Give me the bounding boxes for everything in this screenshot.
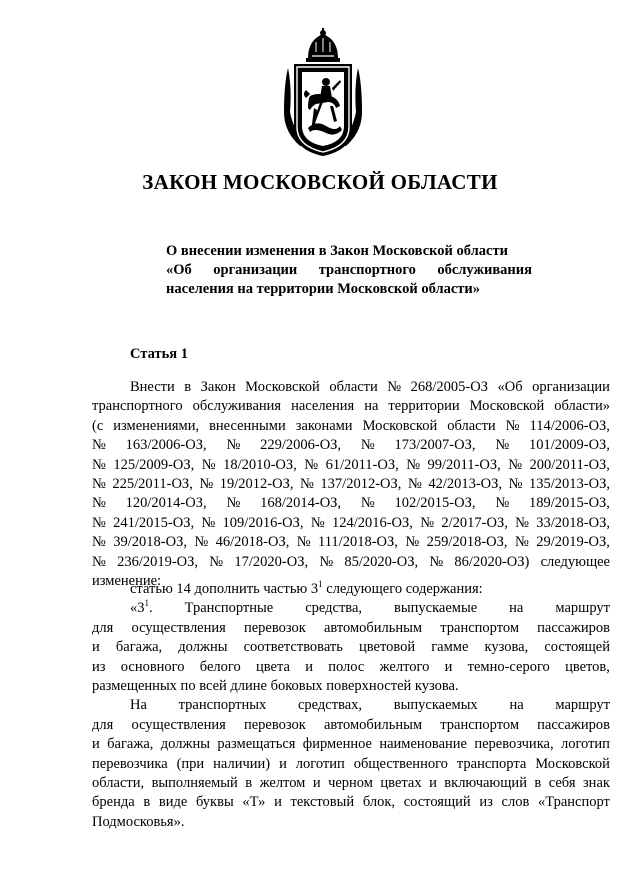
word: обслуживания bbox=[192, 398, 282, 415]
word: фирменное bbox=[302, 736, 372, 753]
amendment-text-post: следующего содержания: bbox=[322, 581, 483, 597]
word: наименование bbox=[379, 736, 467, 753]
word: перевозчика bbox=[92, 755, 168, 772]
crown-icon bbox=[306, 28, 340, 62]
word: «Транспорт bbox=[538, 794, 610, 811]
word: перевозчика, bbox=[474, 736, 554, 753]
word: транспортного bbox=[92, 398, 183, 415]
word: бренда bbox=[92, 794, 135, 811]
word: 42/2013-ОЗ, bbox=[428, 476, 503, 493]
word: в bbox=[184, 379, 192, 395]
word: выполняемый bbox=[151, 775, 238, 792]
word: осуществления bbox=[131, 716, 226, 733]
word: На bbox=[130, 697, 147, 714]
word: обслуживания bbox=[437, 262, 532, 278]
word: на bbox=[509, 600, 524, 617]
intro-line bbox=[92, 417, 610, 436]
word: пассажиров bbox=[537, 716, 610, 733]
intro-line bbox=[92, 456, 610, 475]
word: цвета bbox=[256, 658, 290, 675]
word: 99/2011-ОЗ, bbox=[427, 456, 501, 473]
word: в bbox=[143, 794, 151, 811]
word: № bbox=[505, 417, 520, 434]
word: из bbox=[479, 794, 493, 811]
word: размещаться bbox=[217, 736, 296, 753]
word: 189/2015-ОЗ, bbox=[528, 495, 610, 512]
word: багажа, bbox=[107, 736, 154, 753]
word: «$3^1$. bbox=[130, 598, 153, 617]
word: состоящий bbox=[403, 794, 471, 811]
p1-line bbox=[92, 638, 610, 657]
word: № bbox=[515, 514, 529, 531]
word: пассажиров bbox=[537, 619, 610, 636]
word: 124/2016-ОЗ, bbox=[331, 514, 413, 531]
word: наличии) bbox=[213, 755, 271, 772]
word: осуществления bbox=[131, 619, 226, 636]
subject-line bbox=[166, 261, 532, 280]
word: из bbox=[92, 658, 106, 675]
word: Закон bbox=[200, 379, 236, 395]
word: законами bbox=[295, 417, 353, 434]
word: № bbox=[92, 476, 106, 493]
word: маршрут bbox=[555, 697, 610, 714]
word: 163/2006-ОЗ, bbox=[125, 437, 207, 454]
word: цветах bbox=[380, 775, 422, 792]
word: № bbox=[92, 456, 106, 473]
word: 200/2011-ОЗ, bbox=[529, 456, 610, 473]
word: области» bbox=[554, 398, 610, 415]
word: № bbox=[495, 495, 510, 512]
paragraph-first-line bbox=[92, 599, 610, 618]
word: 111/2018-ОЗ, bbox=[318, 534, 398, 551]
word: 61/2011-ОЗ, bbox=[325, 456, 399, 473]
word: 18/2010-ОЗ, bbox=[223, 456, 297, 473]
word: 33/2018-ОЗ, bbox=[536, 514, 610, 531]
word: буквы bbox=[195, 794, 234, 811]
word: логотип bbox=[560, 736, 610, 753]
word: 225/2011-ОЗ, bbox=[112, 476, 193, 493]
law-subject bbox=[166, 242, 532, 299]
word: 85/2020-ОЗ, bbox=[344, 553, 419, 570]
word: (при bbox=[176, 755, 205, 772]
article-heading: Статья 1 bbox=[130, 346, 188, 362]
word: изменениями, bbox=[113, 417, 200, 434]
word: автомобильным bbox=[323, 716, 423, 733]
amendment-text bbox=[92, 580, 610, 832]
word: № bbox=[92, 495, 106, 512]
word: в bbox=[245, 775, 253, 792]
intro-line bbox=[92, 475, 610, 494]
word: № bbox=[360, 495, 375, 512]
word: для bbox=[92, 716, 114, 733]
word: № bbox=[296, 534, 311, 551]
word: 168/2014-ОЗ, bbox=[260, 495, 342, 512]
p2-line bbox=[92, 716, 610, 735]
word: «Т» bbox=[242, 794, 266, 811]
superscript: 1 bbox=[144, 598, 149, 609]
word: 135/2013-ОЗ, bbox=[528, 476, 610, 493]
p2-line bbox=[92, 774, 610, 793]
word: и bbox=[312, 775, 321, 792]
word: транспортного bbox=[318, 262, 416, 278]
intro-line bbox=[92, 378, 610, 397]
word: полос bbox=[328, 658, 365, 675]
word: знак bbox=[582, 775, 610, 792]
word: Московской bbox=[469, 398, 545, 415]
word: населения bbox=[291, 398, 355, 415]
word: желтого bbox=[379, 658, 430, 675]
intro-line bbox=[92, 533, 610, 552]
word: на bbox=[364, 398, 379, 415]
word: «Об bbox=[166, 262, 192, 278]
amendment-text-pre: статью 14 дополнить частью 3 bbox=[130, 581, 319, 597]
word: Московской bbox=[245, 379, 320, 395]
word: соответствовать bbox=[243, 639, 343, 656]
word: 259/2018-ОЗ, bbox=[426, 534, 508, 551]
word: включающий bbox=[444, 775, 527, 792]
word: 137/2012-ОЗ, bbox=[320, 476, 402, 493]
word: № bbox=[495, 437, 510, 454]
superscript: 1 bbox=[318, 579, 323, 590]
word: № bbox=[92, 534, 106, 551]
word: 2/2017-ОЗ, bbox=[441, 514, 508, 531]
p1-line: размещенных по всей длине боковых поверхностей кузова. bbox=[92, 678, 459, 695]
word: «Об bbox=[497, 379, 523, 395]
word: организации bbox=[213, 262, 298, 278]
word: логотип bbox=[295, 755, 345, 772]
word: 268/2005-ОЗ bbox=[410, 379, 488, 395]
word: организации bbox=[532, 379, 610, 395]
word: перевозок bbox=[243, 716, 306, 733]
word: 86/2020-ОЗ) bbox=[454, 553, 530, 570]
word: 29/2019-ОЗ, bbox=[536, 534, 610, 551]
word: черном bbox=[328, 775, 373, 792]
word: текстовый bbox=[290, 794, 355, 811]
word: следующее bbox=[540, 553, 610, 570]
word: маршрут bbox=[555, 600, 610, 617]
word: 39/2018-ОЗ, bbox=[113, 534, 187, 551]
word: средствах, bbox=[297, 697, 363, 714]
word: и bbox=[92, 736, 100, 753]
word: 173/2007-ОЗ, bbox=[394, 437, 476, 454]
word: № bbox=[92, 437, 106, 454]
word: багажа, bbox=[115, 639, 163, 656]
word: (с bbox=[92, 417, 104, 434]
word: и bbox=[444, 658, 453, 675]
word: № bbox=[508, 456, 523, 473]
word: Московской bbox=[362, 417, 438, 434]
word: 17/2020-ОЗ, bbox=[234, 553, 309, 570]
word: себя bbox=[548, 775, 576, 792]
word: области bbox=[447, 417, 496, 434]
word: кузова, bbox=[484, 639, 529, 656]
word: транспортных bbox=[178, 697, 267, 714]
word: № bbox=[304, 456, 319, 473]
word: слов bbox=[501, 794, 530, 811]
word: 114/2006-ОЗ, bbox=[529, 417, 610, 434]
word: № bbox=[420, 514, 435, 531]
word: автомобильным bbox=[323, 619, 423, 636]
word: выпускаемые bbox=[394, 600, 478, 617]
p1-first-line bbox=[130, 599, 610, 618]
word: № bbox=[226, 437, 241, 454]
word: 125/2009-ОЗ, bbox=[113, 456, 195, 473]
word: № bbox=[199, 476, 214, 493]
word: 46/2018-ОЗ, bbox=[215, 534, 290, 551]
word: № bbox=[406, 456, 421, 473]
word: и bbox=[305, 658, 313, 675]
word: 101/2009-ОЗ, bbox=[528, 437, 610, 454]
word: транспортом bbox=[440, 716, 520, 733]
p1-line bbox=[92, 658, 610, 677]
word: № bbox=[310, 514, 325, 531]
word: № bbox=[514, 534, 529, 551]
word: основного bbox=[120, 658, 185, 675]
word: выпускаемых bbox=[393, 697, 478, 714]
word: блок, bbox=[362, 794, 396, 811]
word: № bbox=[92, 553, 106, 570]
word: виде bbox=[158, 794, 188, 811]
subject-line: населения на территории Московской области» bbox=[166, 281, 481, 297]
word: № bbox=[300, 476, 314, 493]
word: цветовой bbox=[358, 639, 416, 656]
word: перевозок bbox=[243, 619, 306, 636]
word: желтом bbox=[259, 775, 306, 792]
word: № bbox=[92, 514, 106, 531]
word: № bbox=[360, 437, 375, 454]
subject-line: О внесении изменения в Закон Московской области bbox=[166, 243, 508, 259]
word: Транспортные bbox=[184, 600, 274, 617]
word: № bbox=[201, 456, 216, 473]
word: должны bbox=[160, 736, 210, 753]
word: 241/2015-ОЗ, bbox=[113, 514, 195, 531]
word: цветов, bbox=[565, 658, 610, 675]
word: № bbox=[429, 553, 444, 570]
word: должны bbox=[178, 639, 228, 656]
word: № bbox=[405, 534, 420, 551]
word: и bbox=[274, 794, 282, 811]
p2-line: Подмосковья». bbox=[92, 813, 185, 830]
word: общественного bbox=[353, 755, 448, 772]
law-title: ЗАКОН МОСКОВСКОЙ ОБЛАСТИ bbox=[142, 170, 498, 194]
word: № bbox=[209, 553, 224, 570]
article-intro bbox=[92, 378, 610, 591]
word: темно-серого bbox=[467, 658, 550, 675]
intro-line bbox=[92, 436, 610, 455]
intro-line bbox=[92, 553, 610, 572]
word: № bbox=[407, 476, 422, 493]
intro-line: изменение: bbox=[92, 573, 162, 590]
word: № bbox=[319, 553, 334, 570]
word: № bbox=[508, 476, 523, 493]
word: состоящей bbox=[544, 639, 610, 656]
word: внесенными bbox=[209, 417, 286, 434]
amendment-line bbox=[92, 580, 610, 599]
p1-line bbox=[92, 619, 610, 638]
intro-line bbox=[92, 494, 610, 513]
word: области, bbox=[92, 775, 145, 792]
word: в bbox=[534, 775, 542, 792]
p2-line bbox=[92, 755, 610, 774]
word: для bbox=[92, 619, 114, 636]
word: Внести bbox=[130, 379, 175, 395]
p2-line bbox=[92, 735, 610, 754]
coat-of-arms-emblem bbox=[280, 28, 366, 160]
word: территории bbox=[388, 398, 460, 415]
word: Московской bbox=[535, 755, 610, 772]
word: и bbox=[279, 755, 287, 772]
word: № bbox=[194, 534, 209, 551]
word: транспорта bbox=[456, 755, 527, 772]
word: № bbox=[387, 379, 402, 395]
word: № bbox=[226, 495, 241, 512]
word: средства, bbox=[305, 600, 363, 617]
word: белого bbox=[199, 658, 241, 675]
p2-line bbox=[92, 793, 610, 812]
word: 229/2006-ОЗ, bbox=[260, 437, 342, 454]
intro-line bbox=[92, 397, 610, 416]
word: 109/2016-ОЗ, bbox=[222, 514, 304, 531]
word: 120/2014-ОЗ, bbox=[125, 495, 207, 512]
word: и bbox=[92, 639, 100, 656]
word: 19/2012-ОЗ, bbox=[219, 476, 294, 493]
word: № bbox=[201, 514, 216, 531]
word: гамме bbox=[431, 639, 469, 656]
p2-line bbox=[92, 696, 610, 715]
word: 236/2019-ОЗ, bbox=[117, 553, 199, 570]
word: области bbox=[329, 379, 378, 395]
word: на bbox=[509, 697, 524, 714]
intro-line bbox=[92, 514, 610, 533]
word: транспортом bbox=[440, 619, 520, 636]
word: 102/2015-ОЗ, bbox=[394, 495, 476, 512]
word: и bbox=[429, 775, 437, 792]
